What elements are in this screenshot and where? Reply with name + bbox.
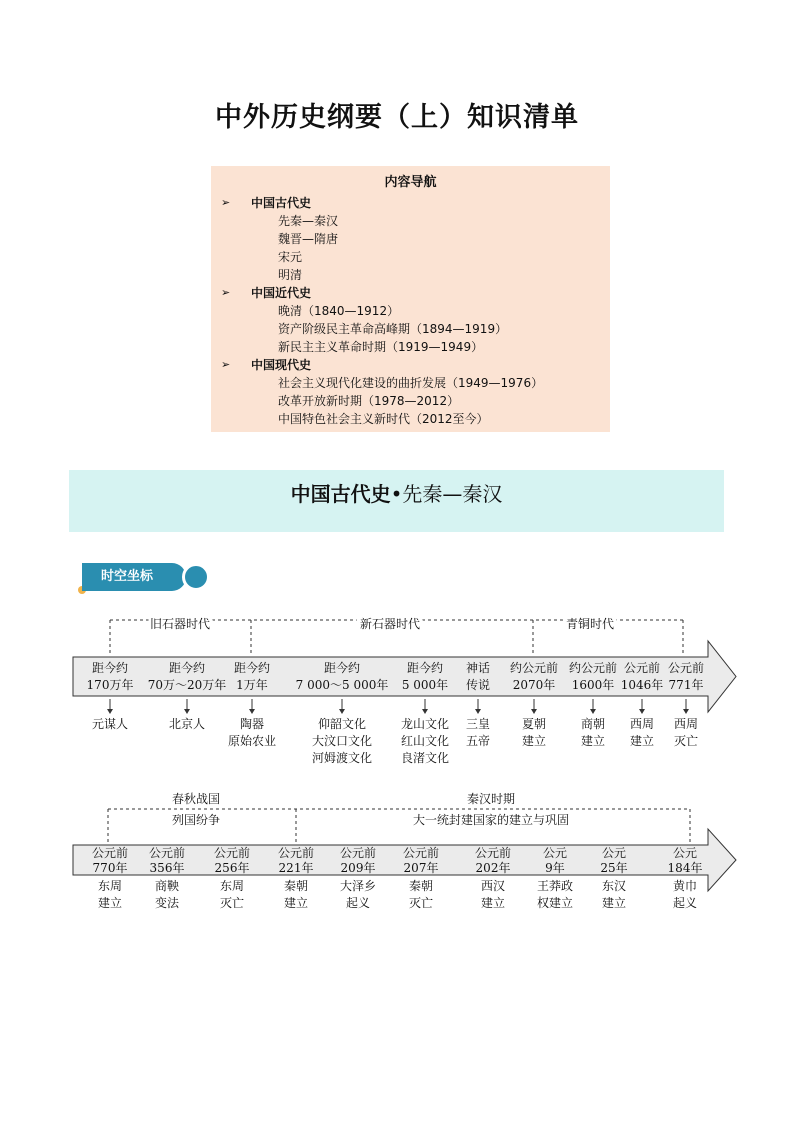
event-label: 龙山文化 bbox=[400, 717, 450, 731]
event-label: 河姆渡文化 bbox=[311, 751, 373, 765]
pointer-arrowhead bbox=[590, 709, 596, 714]
event-label: 商朝 bbox=[580, 717, 606, 731]
event-label: 东汉 bbox=[601, 879, 627, 893]
time-label: 256年 bbox=[214, 861, 250, 875]
time-label: 1046年 bbox=[620, 678, 664, 692]
time-label: 约公元前 bbox=[568, 661, 618, 675]
pointer-arrowhead bbox=[249, 709, 255, 714]
time-label: 神话 bbox=[465, 661, 491, 675]
nav-section-heading bbox=[211, 284, 610, 302]
time-label: 公元 bbox=[672, 846, 698, 860]
event-label: 灭亡 bbox=[219, 896, 245, 910]
pointer-arrowhead bbox=[184, 709, 190, 714]
pointer-arrowhead bbox=[339, 709, 345, 714]
event-label: 良渚文化 bbox=[400, 751, 450, 765]
event-label: 商鞅 bbox=[154, 879, 180, 893]
event-label: 秦朝 bbox=[283, 879, 309, 893]
nav-heading-text: 中国古代史 bbox=[251, 196, 312, 210]
event-label: 元谋人 bbox=[91, 717, 129, 731]
era-label: 旧石器时代 bbox=[149, 617, 211, 631]
section-band-sub: 先秦—秦汉 bbox=[402, 482, 503, 506]
time-label: 公元前 bbox=[213, 846, 251, 860]
time-label: 202年 bbox=[475, 861, 511, 875]
arrow-bullet-icon: ➢ bbox=[221, 286, 231, 299]
nav-item: 魏晋—隋唐 bbox=[278, 232, 339, 246]
time-label: 5 000年 bbox=[401, 678, 449, 692]
time-label: 公元前 bbox=[623, 661, 661, 675]
event-label: 黄巾 bbox=[672, 879, 698, 893]
nav-section-heading bbox=[211, 356, 610, 374]
nav-item: 改革开放新时期（1978—2012） bbox=[278, 394, 460, 408]
time-label: 公元前 bbox=[148, 846, 186, 860]
section-band bbox=[69, 470, 724, 532]
pointer-arrowhead bbox=[422, 709, 428, 714]
time-label: 221年 bbox=[278, 861, 314, 875]
event-label: 三皇 bbox=[465, 717, 491, 731]
event-label: 王莽政 bbox=[536, 879, 574, 893]
event-label: 建立 bbox=[601, 896, 627, 910]
time-label: 771年 bbox=[668, 678, 704, 692]
nav-item: 晚清（1840—1912） bbox=[278, 304, 400, 318]
time-label: 距今约 bbox=[168, 661, 206, 675]
content-navigation-box bbox=[211, 166, 610, 432]
pointer-arrowhead bbox=[531, 709, 537, 714]
time-label: 公元前 bbox=[91, 846, 129, 860]
time-label: 公元前 bbox=[277, 846, 315, 860]
document-title: 中外历史纲要（上）知识清单 bbox=[215, 102, 579, 133]
event-label: 建立 bbox=[97, 896, 123, 910]
event-label: 大汶口文化 bbox=[311, 734, 373, 748]
event-label: 大泽乡 bbox=[339, 879, 377, 893]
badge-circle-icon bbox=[182, 563, 210, 591]
event-label: 建立 bbox=[283, 896, 309, 910]
time-label: 公元前 bbox=[339, 846, 377, 860]
nav-item: 新民主主义革命时期（1919—1949） bbox=[278, 340, 484, 354]
era-label: 春秋战国 bbox=[171, 792, 221, 806]
time-label: 209年 bbox=[340, 861, 376, 875]
nav-section bbox=[211, 284, 610, 356]
event-label: 北京人 bbox=[168, 717, 206, 731]
event-label: 西周 bbox=[629, 717, 655, 731]
time-label: 2070年 bbox=[512, 678, 556, 692]
time-label: 9年 bbox=[545, 861, 565, 875]
era-label: 青铜时代 bbox=[565, 617, 615, 631]
pointer-arrowhead bbox=[475, 709, 481, 714]
event-label: 灭亡 bbox=[673, 734, 699, 748]
spacetime-badge bbox=[78, 560, 208, 596]
event-label: 变法 bbox=[154, 896, 180, 910]
time-label: 356年 bbox=[149, 861, 185, 875]
nav-heading-text: 中国现代史 bbox=[251, 358, 312, 372]
nav-section bbox=[211, 356, 610, 428]
event-label: 五帝 bbox=[465, 734, 491, 748]
time-label: 7 000～5 000年 bbox=[295, 678, 389, 692]
era-sublabel: 大一统封建国家的建立与巩固 bbox=[412, 813, 570, 827]
timeline-prehistory-to-zhou bbox=[0, 600, 794, 780]
time-label: 207年 bbox=[403, 861, 439, 875]
timeline-eastern-zhou-to-han bbox=[0, 785, 794, 925]
event-label: 东周 bbox=[219, 879, 245, 893]
section-band-dot: • bbox=[390, 482, 403, 506]
event-label: 秦朝 bbox=[408, 879, 434, 893]
nav-item: 中国特色社会主义新时代（2012至今） bbox=[278, 412, 489, 426]
time-label: 770年 bbox=[92, 861, 128, 875]
pointer-arrowhead bbox=[683, 709, 689, 714]
era-label: 新石器时代 bbox=[359, 617, 421, 631]
time-label: 25年 bbox=[600, 861, 628, 875]
time-label: 公元 bbox=[542, 846, 568, 860]
time-label: 公元前 bbox=[402, 846, 440, 860]
event-label: 原始农业 bbox=[227, 734, 277, 748]
pointer-arrowhead bbox=[107, 709, 113, 714]
time-label: 公元 bbox=[601, 846, 627, 860]
time-label: 170万年 bbox=[86, 678, 134, 692]
nav-item: 宋元 bbox=[278, 250, 303, 264]
timeline-arrow bbox=[73, 641, 736, 712]
nav-item: 资产阶级民主革命高峰期（1894—1919） bbox=[278, 322, 508, 336]
arrow-bullet-icon: ➢ bbox=[221, 196, 231, 209]
arrow-bullet-icon: ➢ bbox=[221, 358, 231, 371]
nav-section bbox=[211, 194, 610, 284]
time-label: 70万～20万年 bbox=[147, 678, 227, 692]
era-sublabel: 列国纷争 bbox=[171, 813, 221, 827]
time-label: 距今约 bbox=[233, 661, 271, 675]
time-label: 184年 bbox=[667, 861, 703, 875]
nav-item: 先秦—秦汉 bbox=[278, 214, 339, 228]
time-label: 1万年 bbox=[236, 678, 268, 692]
time-label: 1600年 bbox=[571, 678, 615, 692]
event-label: 灭亡 bbox=[408, 896, 434, 910]
event-label: 起义 bbox=[672, 896, 698, 910]
event-label: 陶器 bbox=[239, 717, 265, 731]
time-label: 距今约 bbox=[91, 661, 129, 675]
era-label: 秦汉时期 bbox=[466, 792, 516, 806]
nav-heading-text: 中国近代史 bbox=[251, 286, 312, 300]
nav-item: 社会主义现代化建设的曲折发展（1949—1976） bbox=[278, 376, 544, 390]
time-label: 传说 bbox=[465, 678, 491, 692]
event-label: 西汉 bbox=[480, 879, 506, 893]
event-label: 起义 bbox=[345, 896, 371, 910]
nav-section-heading bbox=[211, 194, 610, 212]
badge-label: 时空坐标 bbox=[100, 569, 153, 584]
nav-sections bbox=[211, 194, 610, 428]
event-label: 东周 bbox=[97, 879, 123, 893]
time-label: 公元前 bbox=[667, 661, 705, 675]
nav-title: 内容导航 bbox=[384, 175, 437, 190]
section-band-main: 中国古代史 bbox=[290, 482, 391, 506]
event-label: 建立 bbox=[480, 896, 506, 910]
time-label: 距今约 bbox=[406, 661, 444, 675]
time-label: 约公元前 bbox=[509, 661, 559, 675]
event-label: 红山文化 bbox=[400, 734, 450, 748]
event-label: 权建立 bbox=[536, 896, 574, 910]
nav-item: 明清 bbox=[278, 268, 303, 282]
event-label: 建立 bbox=[521, 734, 547, 748]
event-label: 建立 bbox=[580, 734, 606, 748]
event-label: 夏朝 bbox=[521, 717, 547, 731]
event-label: 仰韶文化 bbox=[317, 717, 367, 731]
time-label: 距今约 bbox=[323, 661, 361, 675]
pointer-arrowhead bbox=[639, 709, 645, 714]
time-label: 公元前 bbox=[474, 846, 512, 860]
event-label: 建立 bbox=[629, 734, 655, 748]
event-label: 西周 bbox=[673, 717, 699, 731]
